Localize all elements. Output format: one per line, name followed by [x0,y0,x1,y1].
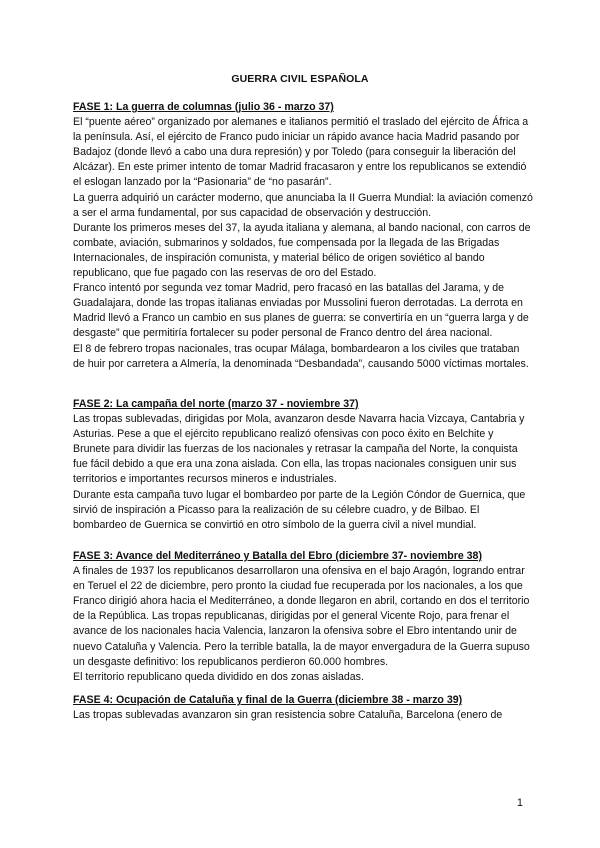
section-paragraph: Durante esta campaña tuvo lugar el bombardeo por parte de la Legión Cóndor de Guernica, que sirvió de inspiración a Picasso para la realización de su célebre cuadro, y de Bilbao. El bombardeo de Guernica se convirtió en otro símbolo de la guerra civil a nivel mundial. [73,488,526,531]
section-heading: FASE 1: La guerra de columnas (julio 36 - marzo 37) [73,101,334,113]
section-heading: FASE 3: Avance del Mediterráneo y Batalla del Ebro (diciembre 37- noviembre 38) [73,550,482,562]
section-paragraph: La guerra adquirió un carácter moderno, que anunciaba la II Guerra Mundial: la aviación comenzó a ser el arma fundamental, por sus capacidad de observación y destrucción. [73,191,533,219]
section-paragraph: El 8 de febrero tropas nacionales, tras ocupar Málaga, bombardearon a los civiles que trataban de huir por carretera a Almería, la denominada “Desbandada”, causando 5000 víctimas mortales. [73,342,529,370]
section-paragraph: A finales de 1937 los republicanos desarrollaron una ofensiva en el bajo Aragón, logrando entrar en Teruel el 22 de diciembre, pero pronto la ciudad fue recuperada por los nacionales, a los que Franco dirigió ahora hacia el Mediterráneo, a donde llegaron en abril, cortando en dos el territorio de la República. Las tropas republicanas, dirigidas por el general Vicente Rojo, para frenar el avance de los nacionales hacia Valencia, lanzaron la ofensiva sobre el Ebro intentando unir de nuevo Cataluña y Valencia. Pero la terrible batalla, la de mayor envergadura de la Guerra supuso un desgaste definitivo: los republicanos perdieron 60.000 hombres. [73,565,530,668]
page-number: 1 [516,797,523,809]
section-heading: FASE 2: La campaña del norte (marzo 37 - noviembre 37) [73,398,359,410]
section-fase-3 [73,549,533,685]
section-paragraph: Las tropas sublevadas, dirigidas por Mola, avanzaron desde Navarra hacia Vizcaya, Cantabria y Asturias. Pese a que el ejército republicano realizó ofensivas con poco éxito en Belchite y Brunete para dividir las fuerzas de los nacionales y retrasar la campaña del Norte, la conquista fue fácil debido a que era una zona aislada. Con ella, las tropas nacionales consiguen unir sus territorios e importantes recursos mineros e industriales. [73,413,525,486]
section-fase-1 [73,100,533,372]
section-fase-2 [73,397,533,533]
section-paragraph: Las tropas sublevadas avanzaron sin gran resistencia sobre Cataluña, Barcelona (enero de [73,709,503,722]
section-paragraph: Durante los primeros meses del 37, la ayuda italiana y alemana, al bando nacional, con carros de combate, aviación, submarinos y soldados, fue compensada por la llegada de las Brigadas Internacionales, de inspiración comunista, y material bélico de origen soviético al bando republicano, que fue pagado con las reservas de oro del Estado. [73,221,531,280]
section-paragraph: El territorio republicano queda dividido en dos zonas aisladas. [73,670,364,683]
section-paragraph: El “puente aéreo” organizado por alemanes e italianos permitió el traslado del ejército de África a la península. Así, el ejército de Franco pudo iniciar un rápido avance hacia Madrid pasando por Badajoz (donde llevó a cabo una dura represión) y por Toledo (para conseguir la liberación del Alcázar). En este primer intento de tomar Madrid fracasaron y entre los republicanos se extendió el eslogan lanzado por la “Pasionaria” de “no pasarán”. [73,116,529,189]
section-paragraph: Franco intentó por segunda vez tomar Madrid, pero fracasó en las batallas del Jarama, y de Guadalajara, donde las tropas italianas enviadas por Mussolini fueron derrotadas. La derrota en Madrid llevó a Franco un cambio en sus planes de guerra: se convertiría en un “guerra larga y de desgaste” que permitiría fortalecer su poder personal de Franco dentro del área nacional. [73,282,529,340]
document-title: GUERRA CIVIL ESPAÑOLA [231,73,369,85]
section-fase-4 [73,693,533,723]
section-heading: FASE 4: Ocupación de Cataluña y final de la Guerra (diciembre 38 - marzo 39) [73,694,463,706]
